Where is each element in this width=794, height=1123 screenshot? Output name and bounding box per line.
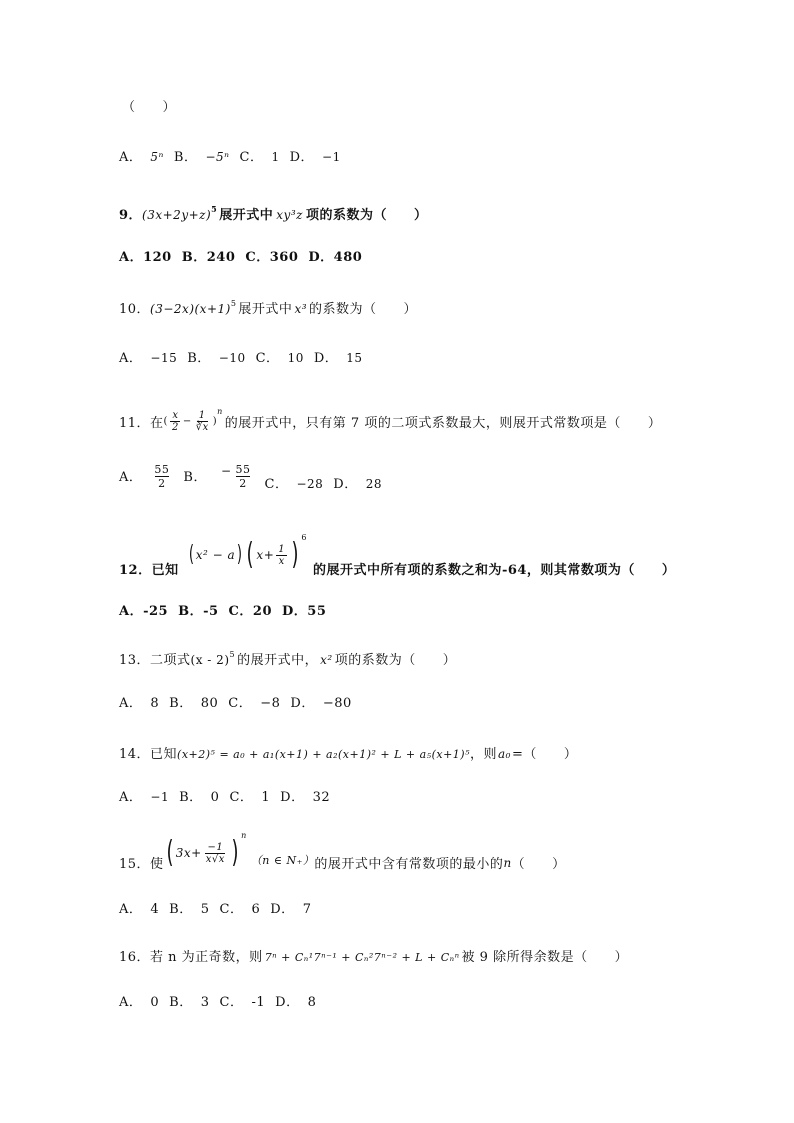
question-12: 12．已知 ( x² − a ) ( x+ $\frac{1}{x}$ ) 6 的展开式中所有项的系数之和为-64，则其常数项为（ ） <box>119 532 676 578</box>
q10-options <box>119 347 373 371</box>
q11-formula: ( $\frac{x}{2}$ − $\frac{1}{∛x}$ ) n <box>163 406 223 433</box>
question-9: 9． (3x+2y+z) 5 展开式中 xy³z 项的系数为（ ） <box>119 204 428 223</box>
option-c: C． 6 <box>219 902 261 917</box>
option-d: D． 480 <box>308 250 363 265</box>
option-c: C． 10 <box>255 351 304 366</box>
q14-options <box>119 786 340 810</box>
option-c: C． 1 <box>239 150 280 165</box>
question-16: 16．若 n 为正奇数，则 7ⁿ + Cₙ¹7ⁿ⁻¹ + Cₙ²7ⁿ⁻² + L + Cₙⁿ 被 9 除所得余数是（ ） <box>119 950 629 965</box>
option-c: C． −28 <box>264 476 324 492</box>
option-b: B． 5 <box>169 902 210 917</box>
q12-options <box>119 600 336 624</box>
q9-options <box>119 246 372 270</box>
option-c: C． 1 <box>229 790 271 805</box>
option-d: D． 55 <box>282 604 327 619</box>
q16-formula: 7ⁿ + Cₙ¹7ⁿ⁻¹ + Cₙ²7ⁿ⁻² + L + Cₙⁿ <box>264 951 460 964</box>
option-a: A． 8 <box>119 696 160 711</box>
option-a: A． 4 <box>119 902 160 917</box>
option-d: D． 15 <box>313 351 363 366</box>
option-d: D． 32 <box>280 790 331 805</box>
option-c: C． 20 <box>228 604 272 619</box>
q16-options <box>119 991 326 1015</box>
option-a: A． 120 <box>119 250 172 265</box>
q10-formula: (3−2x)(x+1) <box>150 302 231 316</box>
question-11: 11．在 ( $\frac{x}{2}$ − $\frac{1}{∛x}$ ) n 的展开式中，只有第 7 项的二项式系数最大，则展开式常数项是（ ） <box>119 406 662 433</box>
option-a: A． −1 <box>119 790 170 805</box>
question-13: 13．二项式 (x - 2) 5 的展开式中， x² 项的系数为（ ） <box>119 650 457 668</box>
option-d: D． 28 <box>333 476 383 492</box>
option-a: A． 0 <box>119 995 160 1010</box>
option-d: D． 7 <box>270 902 312 917</box>
q11-options <box>119 456 392 492</box>
option-c: C． -1 <box>219 995 266 1010</box>
q8-options <box>119 146 351 170</box>
option-b: B． 80 <box>169 696 219 711</box>
option-a: A． $\frac{55}{2}$ <box>119 463 170 490</box>
option-b: B． −5ⁿ <box>173 150 230 165</box>
option-d: D． −80 <box>290 696 352 711</box>
option-b: B． 240 <box>181 250 236 265</box>
option-b: B． -5 <box>178 604 219 619</box>
option-a: A． −15 <box>119 351 178 366</box>
option-d: D． 8 <box>275 995 317 1010</box>
option-b: B． −10 <box>187 351 246 366</box>
option-b: B． − $\frac{55}{2}$ <box>183 463 251 490</box>
q9-formula: (3x+2y+z) <box>142 208 212 222</box>
option-a: A． -25 <box>119 604 169 619</box>
q13-options <box>119 692 362 716</box>
option-b: B． 3 <box>169 995 210 1010</box>
question-14: 14．已知 (x+2)⁵ = a₀ + a₁(x+1) + a₂(x+1)² + L + a₅(x+1)⁵ ，则 a₀ =（ ） <box>119 747 578 762</box>
q8-paren: （ ） <box>122 100 177 115</box>
option-a: A． 5ⁿ <box>119 150 164 165</box>
q14-formula: (x+2)⁵ = a₀ + a₁(x+1) + a₂(x+1)² + L + a₅(x+1)⁵ <box>177 748 471 761</box>
question-10: 10． (3−2x)(x+1) 5 展开式中 x³ 的系数为（ ） <box>119 299 418 317</box>
q15-formula: ( 3x+ $\frac{-1}{x√x}$ ) n <box>165 830 247 870</box>
q12-formula: ( x² − a ) ( x+ $\frac{1}{x}$ ) 6 <box>188 532 307 572</box>
option-d: D． −1 <box>289 150 341 165</box>
q15-options <box>119 898 321 922</box>
option-c: C． 360 <box>245 250 299 265</box>
option-b: B． 0 <box>179 790 220 805</box>
q13-formula: (x - 2) <box>190 653 230 667</box>
question-15: 15．使 ( 3x+ $\frac{-1}{x√x}$ ) n （n ∈ N₊） 的展开式中含有常数项的最小的 n （ ） <box>119 830 566 872</box>
option-c: C． −8 <box>228 696 281 711</box>
